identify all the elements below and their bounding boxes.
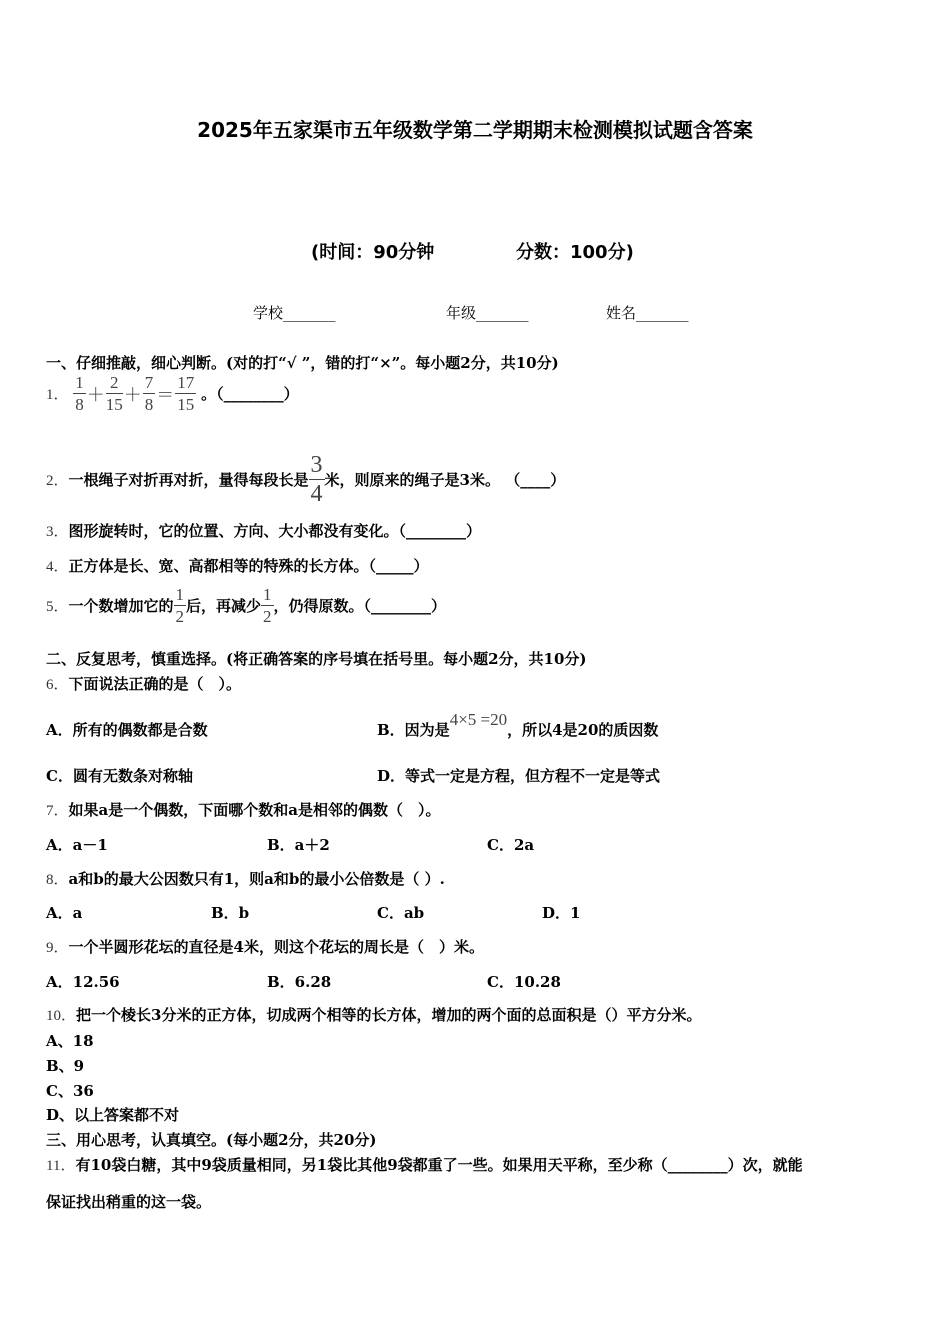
- question-8: [46, 868, 445, 889]
- option-c: C．10.28: [487, 973, 561, 991]
- equation: 4×5 =20: [449, 710, 508, 729]
- question-number: 1．: [46, 387, 69, 403]
- option-b: B．a＋2: [267, 836, 330, 854]
- question-text: 一根绳子对折再对折，量得每段长是: [68, 471, 309, 489]
- question-5: [46, 586, 446, 625]
- question-text: a和b的最大公因数只有1，则a和b的最小公倍数是（ ）.: [68, 870, 445, 888]
- question-6: [46, 673, 241, 694]
- question-2: [46, 453, 565, 506]
- option-d: D．等式一定是方程，但方程不一定是等式: [377, 767, 661, 785]
- question-text: 把一个棱长3分米的正方体，切成两个相等的长方体，增加的两个面的总面积是（）平方分米。: [76, 1006, 702, 1024]
- section-3-heading: 三、用心思考，认真填空。(每小题2分，共20分): [46, 1131, 377, 1149]
- question-1: [46, 374, 299, 413]
- question-number: 8．: [46, 872, 69, 888]
- option-c: C．圆有无数条对称轴: [46, 767, 193, 785]
- fraction: $\frac{7}{8}$: [144, 373, 154, 414]
- question-number: 3．: [46, 524, 69, 540]
- section-1-heading: 一、仔细推敲，细心判断。(对的打“√ ”，错的打“×”。每小题2分，共10分): [46, 354, 559, 372]
- question-number: 2．: [46, 473, 69, 489]
- question-text: 有10袋白糖，其中9袋质量相同，另1袋比其他9袋都重了一些。如果用天平称，至少称（________）次，就能: [75, 1156, 803, 1174]
- question-11-continued: 保证找出稍重的这一袋。: [46, 1193, 212, 1211]
- section-2-heading: 二、反复思考，慎重选择。(将正确答案的序号填在括号里。每小题2分，共10分): [46, 650, 587, 668]
- question-number: 10．: [46, 1008, 77, 1024]
- question-number: 6．: [46, 677, 69, 693]
- exam-score: 分数：100分): [516, 242, 634, 263]
- fraction: $\frac{2}{15}$: [105, 373, 123, 414]
- option-a: A．12.56: [46, 973, 120, 991]
- option-a: A．a: [46, 904, 83, 922]
- grade-field: 年级_______: [446, 304, 529, 322]
- option-c: C、36: [46, 1082, 94, 1100]
- fraction: $\frac{17}{15}$: [177, 373, 195, 414]
- fraction: $\frac{1}{2}$: [175, 585, 185, 626]
- question-number: 9．: [46, 940, 69, 956]
- question-number: 7．: [46, 803, 69, 819]
- question-text: 后，再减少: [186, 597, 262, 615]
- fraction: $\frac{3}{4}$: [310, 452, 323, 507]
- question-7: [46, 799, 440, 820]
- question-text: 如果a是一个偶数，下面哪个数和a是相邻的偶数（ ）。: [68, 801, 441, 819]
- name-field: 姓名_______: [606, 304, 689, 322]
- question-text: 正方体是长、宽、高都相等的特殊的长方体。（_____）: [68, 557, 429, 575]
- exam-time: (时间：90分钟: [311, 242, 435, 263]
- option-d: D．1: [542, 904, 581, 922]
- plus-sign: ＋: [86, 384, 105, 406]
- option-b: B．b: [211, 904, 250, 922]
- option-b: B、9: [46, 1057, 85, 1075]
- option-d: D、以上答案都不对: [46, 1106, 180, 1124]
- question-number: 5．: [46, 599, 69, 615]
- question-text: 下面说法正确的是（ ）。: [68, 675, 242, 693]
- question-number: 11．: [46, 1158, 76, 1174]
- question-number: 4．: [46, 559, 69, 575]
- school-field: 学校_______: [253, 304, 336, 322]
- option-c: C．2a: [487, 836, 535, 854]
- question-text: 一个半圆形花坛的直径是4米，则这个花坛的周长是（ ）米。: [68, 938, 484, 956]
- question-text: ，仍得原数。（________）: [273, 597, 447, 615]
- equals-sign: ＝: [156, 384, 175, 406]
- plus-sign: ＋: [123, 384, 142, 406]
- question-text: 一个数增加它的: [68, 597, 174, 615]
- option-text: B．因为是: [377, 721, 450, 739]
- question-text: 图形旋转时，它的位置、方向、大小都没有变化。（________）: [68, 522, 482, 540]
- question-3: [46, 520, 481, 541]
- fraction: $\frac{1}{2}$: [263, 585, 272, 626]
- answer-blank: 。（________）: [201, 385, 299, 403]
- question-11: [46, 1154, 803, 1175]
- option-b: B．6.28: [267, 973, 332, 991]
- option-a: A．所有的偶数都是合数: [46, 721, 208, 739]
- option-a: A．a－1: [46, 836, 108, 854]
- question-4: [46, 555, 429, 576]
- option-a: A、18: [46, 1032, 94, 1050]
- option-text: ，所以4是20的质因数: [507, 721, 659, 739]
- fraction: $\frac{1}{8}$: [75, 373, 84, 414]
- question-9: [46, 936, 484, 957]
- page-title: 2025年五家渠市五年级数学第二学期期末检测模拟试题含答案: [197, 118, 753, 142]
- question-10: [46, 1004, 701, 1025]
- option-b: [377, 710, 659, 740]
- question-text: 米，则原来的绳子是3米。 （____）: [324, 471, 566, 489]
- option-c: C．ab: [377, 904, 425, 922]
